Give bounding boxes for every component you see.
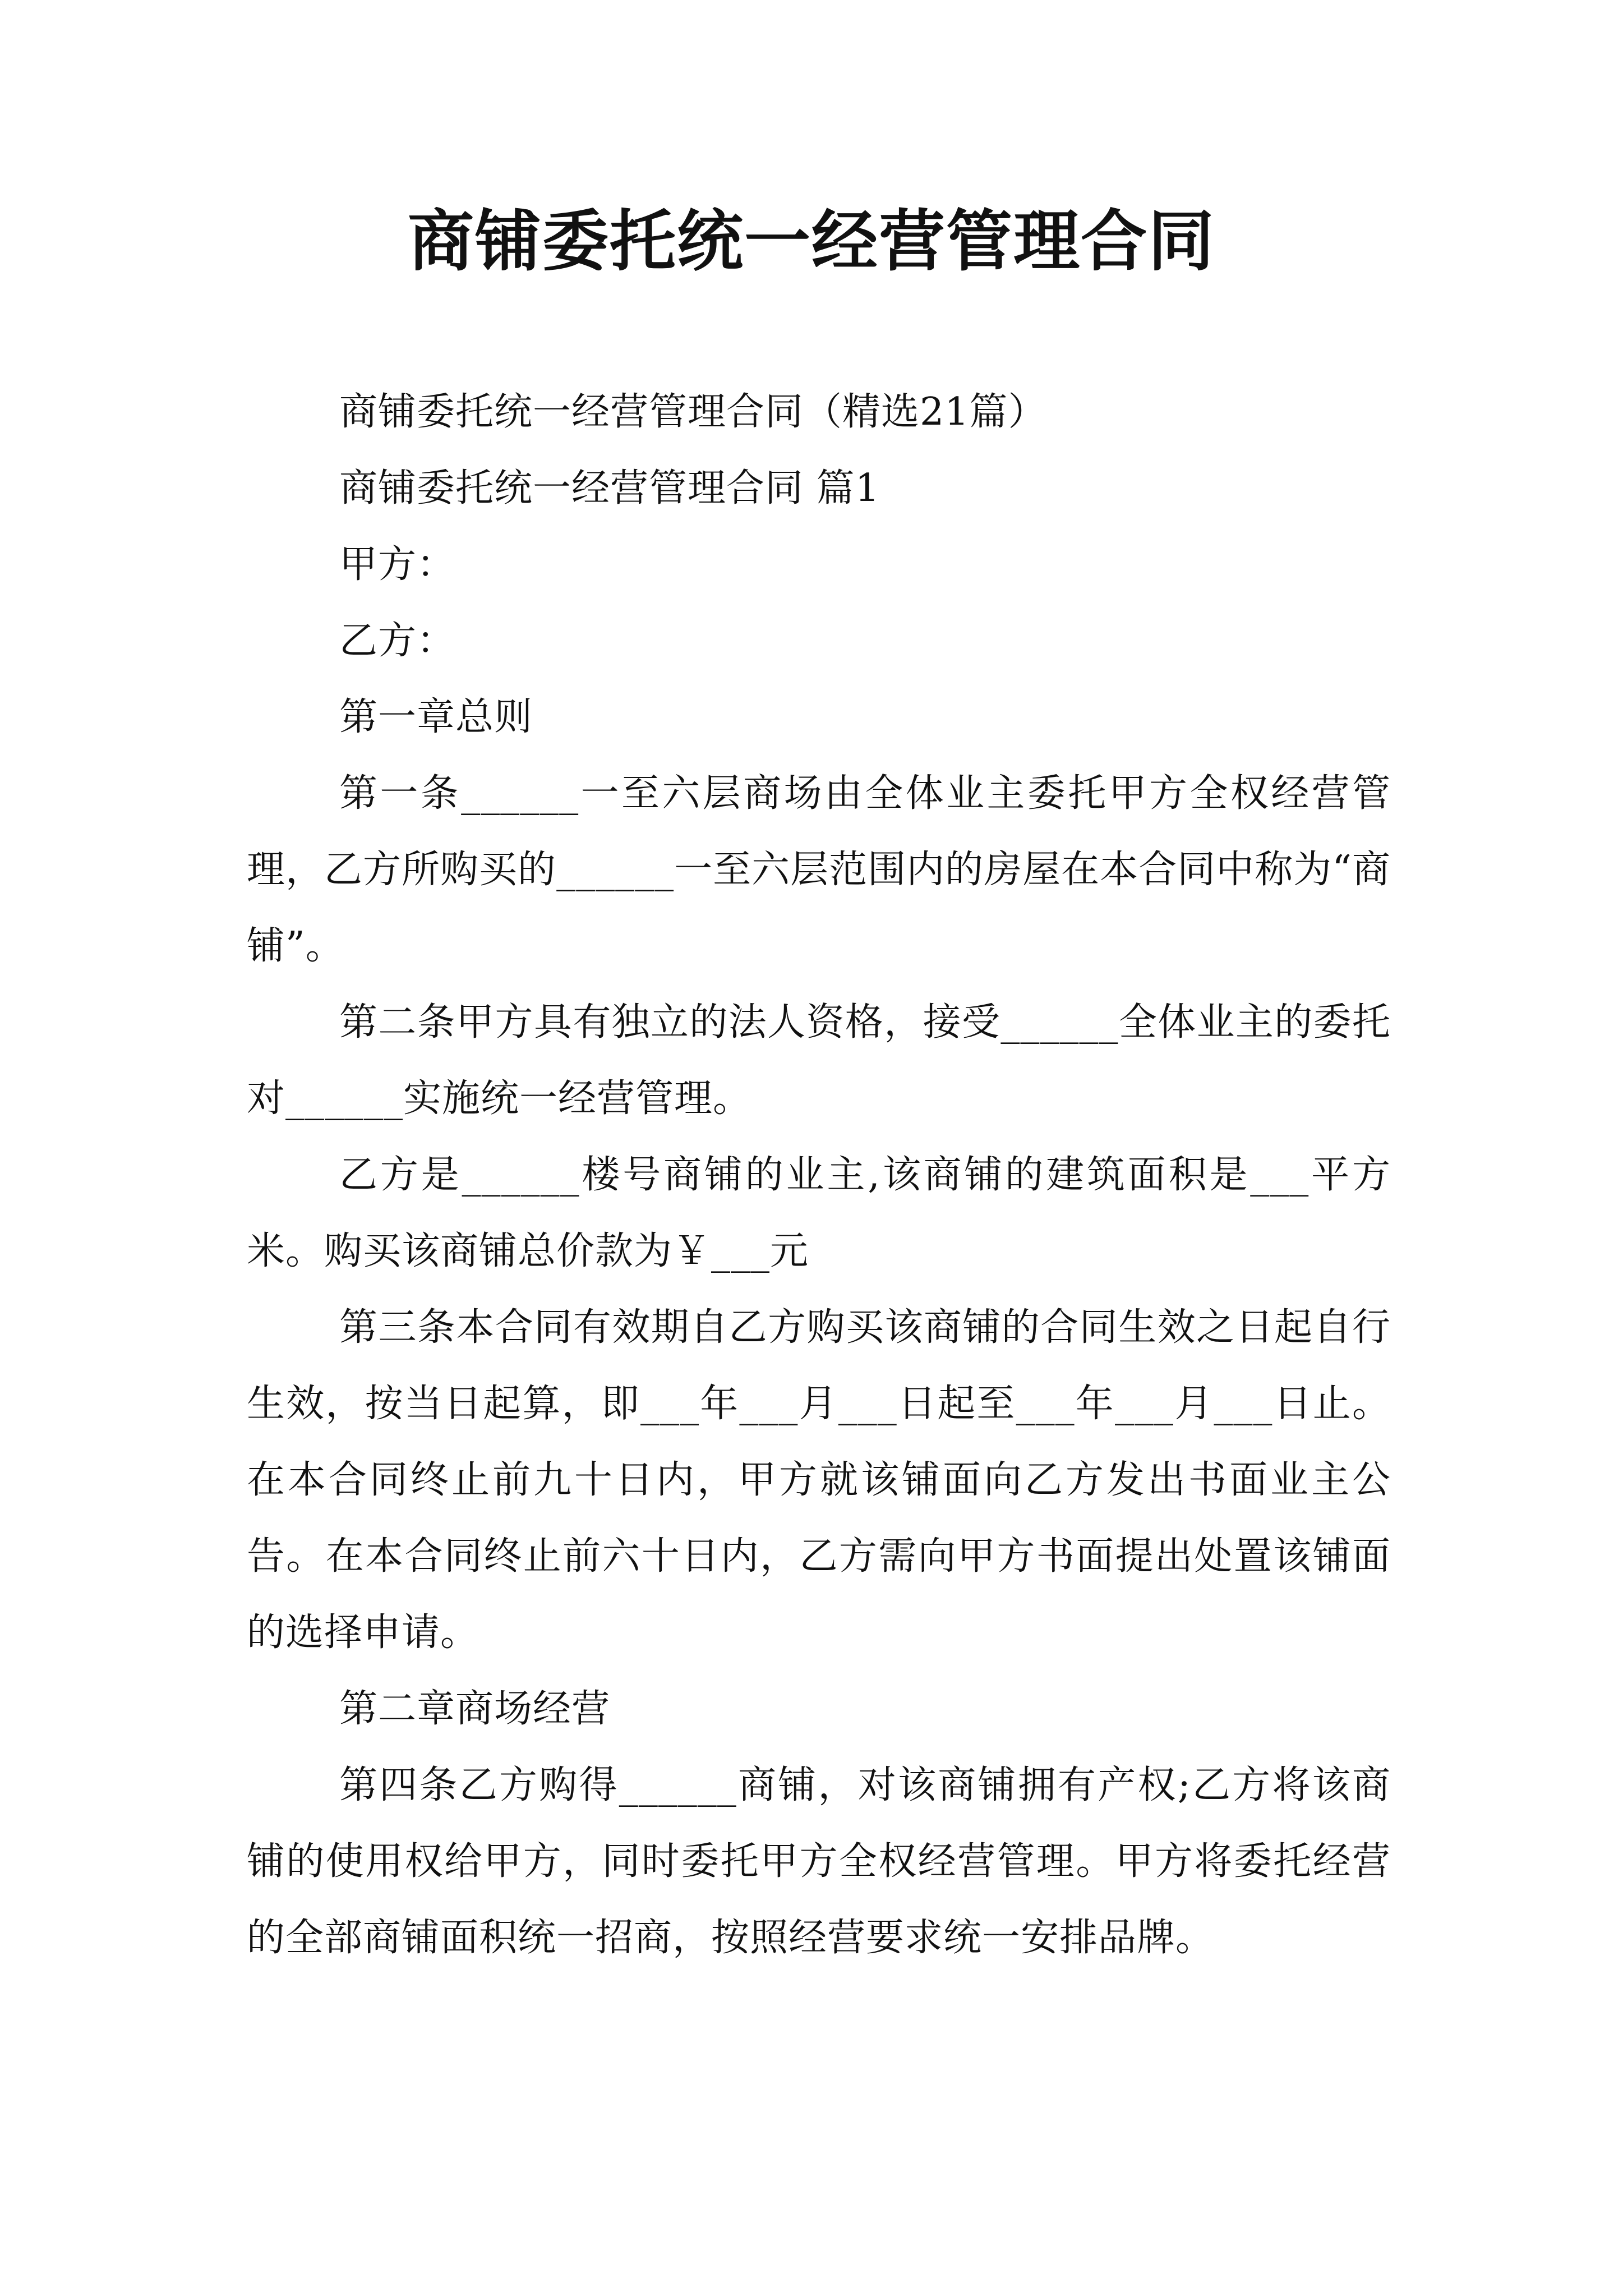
paragraph-section-heading: 商铺委托统一经营管理合同 篇1 bbox=[339, 466, 880, 510]
paragraph-party-b: 乙方： bbox=[339, 619, 456, 663]
document-body bbox=[247, 374, 1391, 1976]
paragraph-article-1: 第一条______一至六层商场由全体业主委托甲方全权经营管理，乙方所购买的______一至六层范围内的房屋在本合同中称为“商铺”。 bbox=[247, 771, 1391, 968]
paragraph-party-a: 甲方： bbox=[339, 542, 456, 587]
paragraph-subtitle: 商铺委托统一经营管理合同（精选21篇） bbox=[339, 390, 1047, 434]
paragraph-article-2: 第二条甲方具有独立的法人资格，接受______全体业主的委托对______实施统一经营管理。 bbox=[247, 1000, 1391, 1121]
paragraph-party-b-info: 乙方是______楼号商铺的业主,该商铺的建筑面积是___平方米。购买该商铺总价款为￥___元 bbox=[247, 1153, 1391, 1273]
paragraph-chapter-2: 第二章商场经营 bbox=[339, 1687, 611, 1731]
document-title: 商铺委托统一经营管理合同 bbox=[407, 202, 1215, 280]
paragraph-article-4: 第四条乙方购得______商铺，对该商铺拥有产权;乙方将该商铺的使用权给甲方，同时委托甲方全权经营管理。甲方将委托经营的全部商铺面积统一招商，按照经营要求统一安排品牌。 bbox=[247, 1763, 1391, 1960]
paragraph-chapter-1: 第一章总则 bbox=[339, 695, 533, 739]
paragraph-article-3: 第三条本合同有效期自乙方购买该商铺的合同生效之日起自行生效，按当日起算，即___年___月___日起至___年___月___日止。在本合同终止前九十日内，甲方就该铺面向乙方发出书面业主公告。在本合同终止前六十日内，乙方需向甲方书面提出处置该铺面的选择申请。 bbox=[247, 1305, 1391, 1655]
